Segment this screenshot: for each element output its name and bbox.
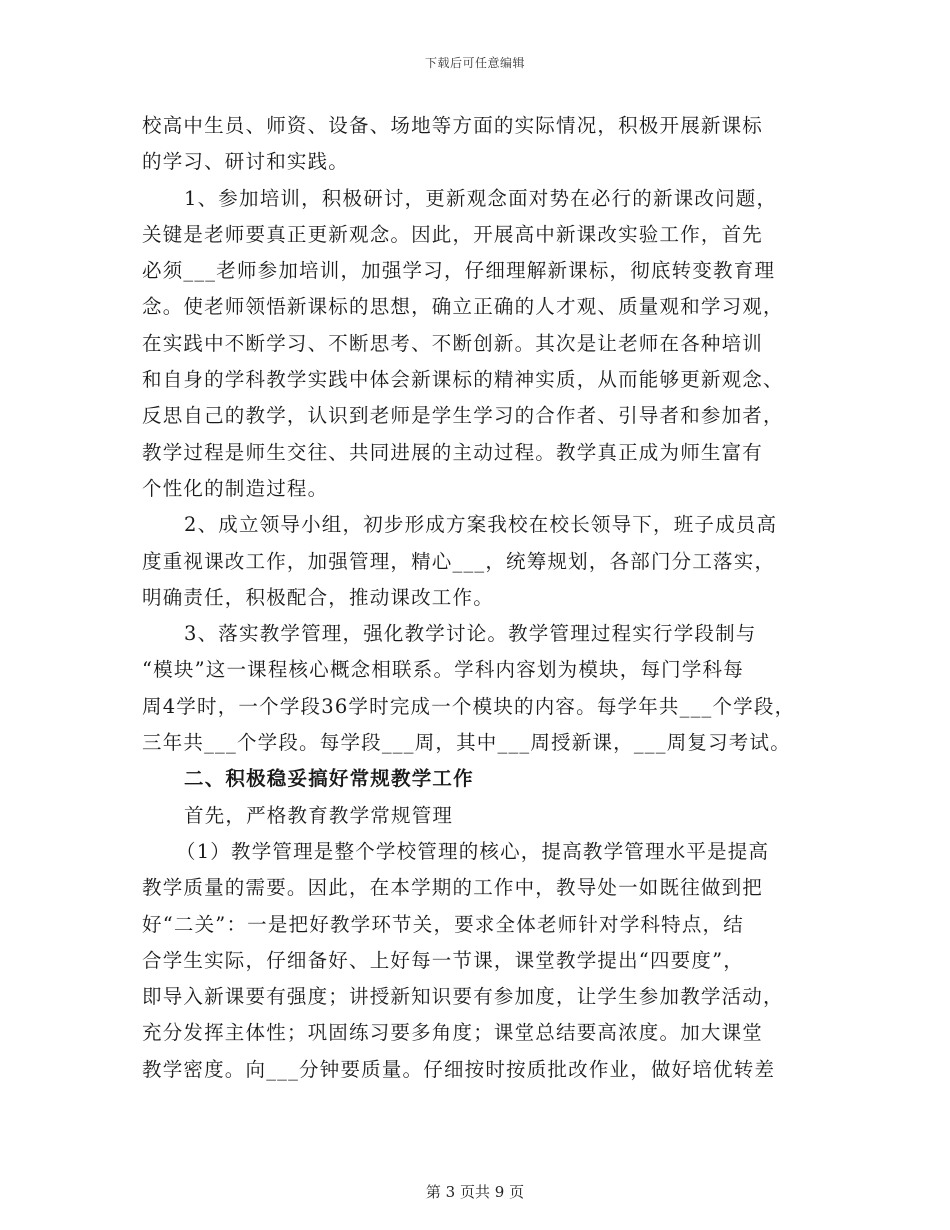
text-line: 2、成立领导小组，初步形成方案我校在校长领导下，班子成员高 (184, 513, 778, 537)
text-line: 充分发挥主体性；巩固练习要多角度；课堂总结要高浓度。加大课堂 (142, 1021, 764, 1045)
text-line: 念。使老师领悟新课标的思想，确立正确的人才观、质量观和学习观， (142, 295, 784, 319)
document-body (142, 108, 822, 1088)
text-line: 即导入新课要有强度；讲授新知识要有参加度，让学生参加教学活动， (142, 985, 784, 1009)
text-line: “模块”这一课程核心概念相联系。学科内容划为模块，每门学科每 (142, 658, 744, 682)
text-line: 校高中生员、师资、设备、场地等方面的实际情况，积极开展新课标 (142, 114, 764, 137)
text-line: 三年共___个学段。每学段___周，其中___周授新课，___周复习考试。 (142, 731, 791, 755)
text-line: （1）教学管理是整个学校管理的核心，提高教学管理水平是提高 (176, 839, 770, 863)
text-line: 反思自己的教学，认识到老师是学生学习的合作者、引导者和参加者， (142, 404, 784, 428)
section-heading: 二、积极稳妥搞好常规教学工作 (184, 767, 474, 791)
text-line: 3、落实教学管理，强化教学讨论。教学管理过程实行学段制与 (184, 622, 757, 646)
text-line: 教学质量的需要。因此，在本学期的工作中，教导处一如既往做到把 (142, 876, 764, 900)
text-line: 度重视课改工作，加强管理，精心___，统筹规划，各部门分工落实， (142, 549, 776, 573)
text-line: 教学过程是师生交往、共同进展的主动过程。教学真正成为师生富有 (142, 440, 764, 464)
page-footer: 第 3 页共 9 页 (425, 1183, 525, 1201)
text-line: 在实践中不断学习、不断思考、不断创新。其次是让老师在各种培训 (142, 331, 764, 355)
page-header: 下载后可任意编辑 (424, 56, 525, 70)
text-line: 合学生实际，仔细备好、上好每一节课，课堂教学提出“四要度”， (142, 948, 744, 972)
text-line: 和自身的学科教学实践中体会新课标的精神实质，从而能够更新观念、 (142, 368, 784, 392)
text-line: 必须___老师参加培训，加强学习，仔细理解新课标，彻底转变教育理 (142, 259, 776, 283)
text-line: 周4学时，一个学段36学时完成一个模块的内容。每学年共___个学段， (142, 694, 796, 718)
text-line: 好“二关”：一是把好教学环节关，要求全体老师针对学科特点，结 (142, 912, 744, 936)
text-line: 教学密度。向___分钟要质量。仔细按时按质批改作业，做好培优转差 (142, 1057, 776, 1081)
text-line: 关键是老师要真正更新观念。因此，开展高中新课改实验工作，首先 (142, 222, 764, 246)
text-line: 首先，严格教育教学常规管理 (184, 803, 454, 827)
text-line: 个性化的制造过程。 (142, 476, 329, 500)
text-line: 的学习、研讨和实践。 (142, 150, 350, 174)
text-line: 明确责任，积极配合，推动课改工作。 (142, 585, 494, 609)
text-line: 1、参加培训，积极研讨，更新观念面对势在必行的新课改问题， (184, 186, 778, 210)
